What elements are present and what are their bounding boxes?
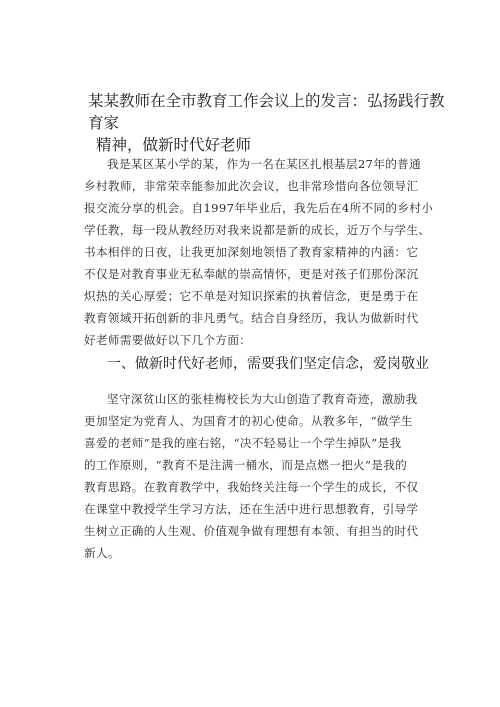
intro-paragraph (84, 153, 434, 351)
paragraph-line: 生树立正确的人生观、价值观争做有理想有本领、有担当的时代 (84, 524, 419, 538)
section-paragraph (84, 388, 429, 564)
document-title (88, 90, 448, 156)
paragraph-line: 不仅是对教育事业无私奉献的崇高情怀，更是对孩子们那份深沉 (84, 267, 419, 281)
title-line-1: 某某教师在全市教育工作会议上的发言：弘扬践行教育家 (88, 92, 445, 132)
paragraph-line: 报交流分享的机会。自1997年毕业后，我先后在4所不同的乡村小 (84, 201, 434, 215)
paragraph-line: 的工作原则，“教育不是注满一桶水，而是点燃一把火”是我的 (84, 458, 408, 472)
paragraph-line: 喜爱的老师”是我的座右铭，“决不轻易让一个学生掉队”是我 (84, 436, 402, 450)
paragraph-line: 乡村教师，非常荣幸能参加此次会议，也非常珍惜向各位领导汇 (84, 179, 419, 193)
paragraph-line: 教育思路。在教育教学中，我始终关注每一个学生的成长，不仅 (84, 480, 419, 494)
paragraph-line: 学任教，每一段从教经历对我来说都是新的成长，近万个与学生、 (84, 223, 431, 237)
paragraph-line: 我是某区某小学的某，作为一名在某区扎根基层27年的普通 (107, 157, 422, 171)
title-line-2: 精神，做新时代好老师 (96, 136, 252, 154)
paragraph-line: 更加坚定为党育人、为国育才的初心使命。从教多年，“做学生 (84, 414, 413, 428)
paragraph-line: 教育领域开拓创新的非凡勇气。结合自身经历，我认为做新时代 (84, 311, 419, 325)
section-heading: 一、做新时代好老师，需要我们坚定信念，爱岗敬业 (107, 356, 429, 372)
paragraph-line: 炽热的关心厚爱；它不单是对知识探索的执着信念，更是勇于在 (84, 289, 419, 303)
paragraph-line: 好老师需要做好以下几个方面： (84, 333, 252, 347)
paragraph-line: 书本相伴的日夜，让我更加深刻地领悟了教育家精神的内涵：它 (84, 245, 419, 259)
paragraph-line: 坚守深贫山区的张桂梅校长为大山创造了教育奇迹，激励我 (107, 392, 418, 406)
paragraph-line: 新人。 (84, 546, 120, 560)
paragraph-line: 在课堂中教授学生学习方法，还在生活中进行思想教育，引导学 (84, 502, 419, 516)
